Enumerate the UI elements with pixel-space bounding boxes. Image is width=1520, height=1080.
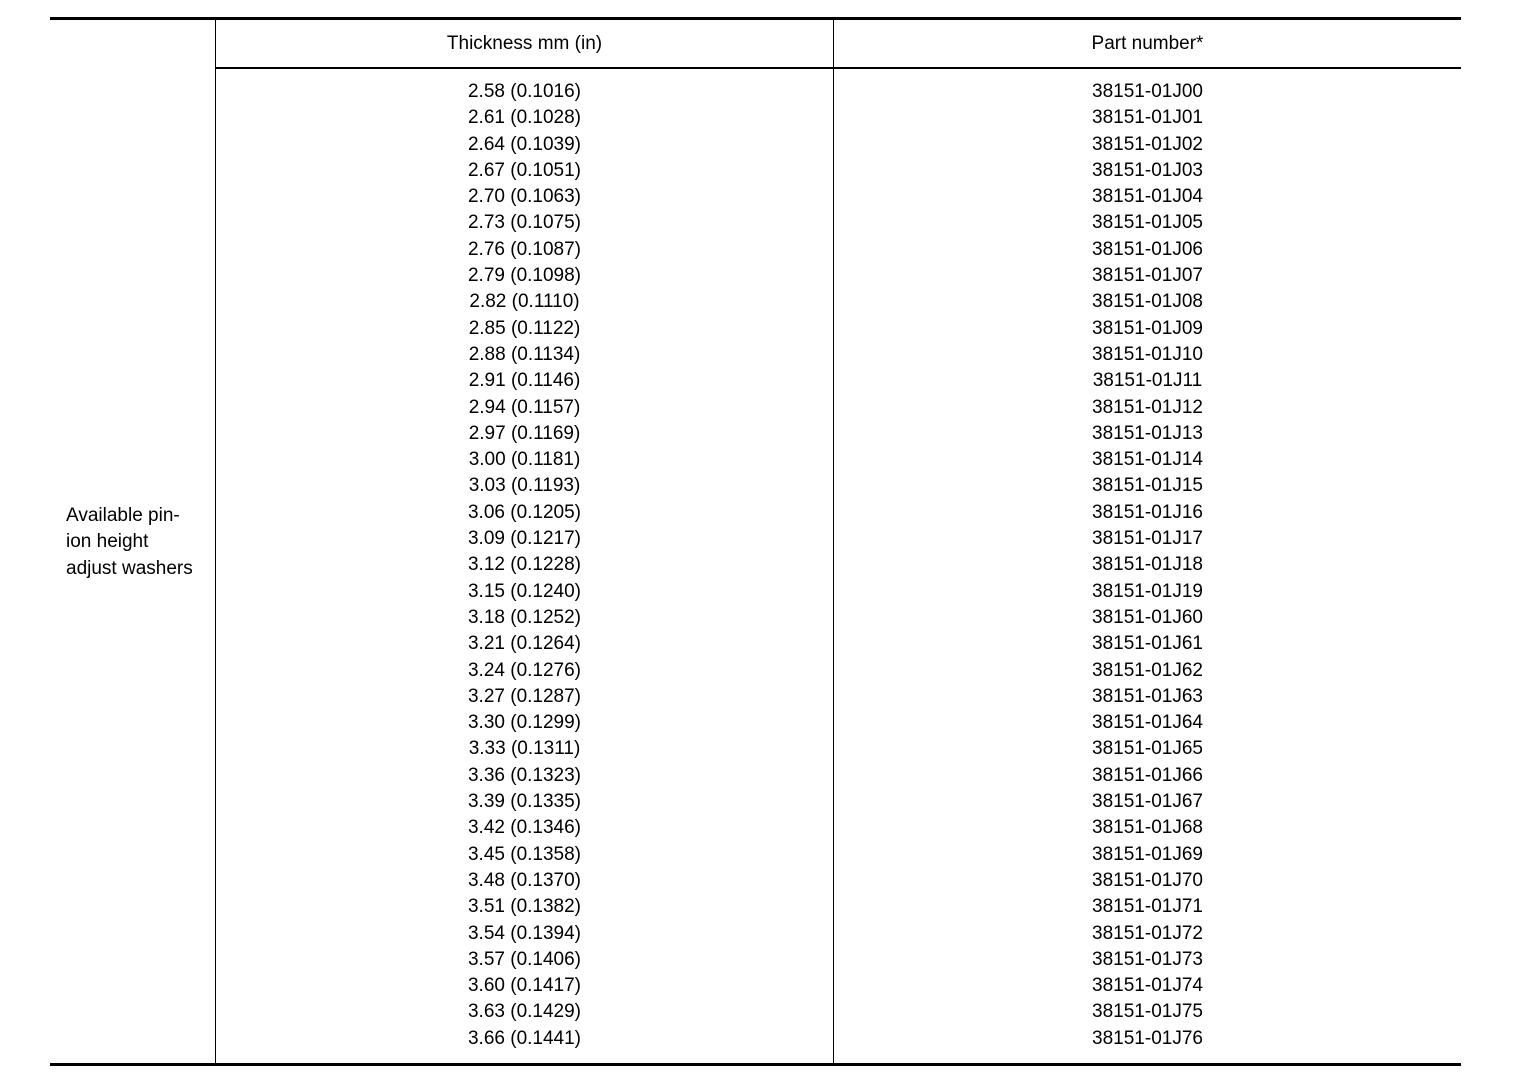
part-number-cell: 38151-01J14 — [1092, 449, 1203, 471]
part-number-cell: 38151-01J13 — [1092, 422, 1203, 444]
thickness-cell: 2.82 (0.1110) — [469, 291, 580, 313]
thickness-cell: 3.03 (0.1193) — [468, 475, 581, 497]
thickness-cell: 2.85 (0.1122) — [468, 317, 581, 339]
part-number-cell: 38151-01J18 — [1092, 554, 1203, 576]
thickness-cell: 3.33 (0.1311) — [468, 738, 581, 760]
thickness-cell: 3.21 (0.1264) — [467, 633, 582, 655]
thickness-cell: 2.79 (0.1098) — [467, 265, 582, 287]
thickness-column — [216, 79, 833, 1052]
part-number-cell: 38151-01J68 — [1092, 817, 1203, 839]
thickness-cell: 3.36 (0.1323) — [467, 764, 582, 786]
thickness-cell: 3.57 (0.1406) — [467, 948, 582, 970]
table-bottom-rule — [50, 1063, 1461, 1066]
part-number-column — [834, 79, 1461, 1052]
thickness-cell: 3.18 (0.1252) — [467, 606, 582, 628]
part-number-cell: 38151-01J74 — [1092, 975, 1203, 997]
thickness-cell: 3.63 (0.1429) — [467, 1001, 582, 1023]
part-number-cell: 38151-01J76 — [1092, 1027, 1203, 1049]
part-number-cell: 38151-01J16 — [1092, 501, 1203, 523]
thickness-cell: 3.27 (0.1287) — [467, 685, 582, 707]
part-number-cell: 38151-01J64 — [1092, 712, 1203, 734]
thickness-cell: 2.70 (0.1063) — [467, 186, 582, 208]
thickness-cell: 2.73 (0.1075) — [467, 212, 582, 234]
part-number-cell: 38151-01J75 — [1092, 1001, 1203, 1023]
thickness-cell: 2.67 (0.1051) — [467, 159, 582, 181]
part-number-cell: 38151-01J06 — [1092, 238, 1203, 260]
row-label-line: Available pin- — [66, 505, 180, 526]
thickness-cell: 2.97 (0.1169) — [468, 422, 581, 444]
part-number-cell: 38151-01J62 — [1092, 659, 1203, 681]
thickness-cell: 3.06 (0.1205) — [467, 501, 582, 523]
thickness-cell: 3.51 (0.1382) — [467, 896, 582, 918]
thickness-cell: 3.12 (0.1228) — [467, 554, 582, 576]
part-number-cell: 38151-01J08 — [1092, 291, 1203, 313]
row-label — [66, 503, 214, 582]
thickness-cell: 2.91 (0.1146) — [468, 370, 581, 392]
thickness-cell: 3.00 (0.1181) — [468, 449, 581, 471]
thickness-cell: 3.60 (0.1417) — [467, 975, 582, 997]
part-number-cell: 38151-01J07 — [1092, 265, 1203, 287]
thickness-cell: 2.76 (0.1087) — [467, 238, 582, 260]
thickness-cell: 2.88 (0.1134) — [468, 343, 581, 365]
thickness-cell: 3.54 (0.1394) — [467, 922, 582, 944]
part-number-cell: 38151-01J10 — [1092, 343, 1203, 365]
header-thickness: Thickness mm (in) — [446, 32, 603, 54]
part-number-cell: 38151-01J12 — [1092, 396, 1203, 418]
part-number-cell: 38151-01J11 — [1092, 370, 1203, 392]
part-number-cell: 38151-01J65 — [1092, 738, 1203, 760]
thickness-cell: 3.15 (0.1240) — [467, 580, 582, 602]
part-number-cell: 38151-01J03 — [1092, 159, 1203, 181]
part-number-cell: 38151-01J09 — [1092, 317, 1203, 339]
part-number-cell: 38151-01J61 — [1092, 633, 1203, 655]
part-number-cell: 38151-01J01 — [1092, 107, 1203, 129]
thickness-cell: 3.30 (0.1299) — [467, 712, 582, 734]
thickness-cell: 3.42 (0.1346) — [467, 817, 582, 839]
part-number-cell: 38151-01J66 — [1092, 764, 1203, 786]
part-number-cell: 38151-01J19 — [1092, 580, 1203, 602]
thickness-cell: 2.58 (0.1016) — [467, 81, 582, 102]
part-number-cell: 38151-01J67 — [1092, 791, 1203, 813]
thickness-cell: 3.24 (0.1276) — [467, 659, 582, 681]
part-number-cell: 38151-01J17 — [1092, 528, 1203, 550]
part-number-cell: 38151-01J60 — [1092, 606, 1203, 628]
part-number-cell: 38151-01J02 — [1092, 133, 1203, 155]
thickness-cell: 2.64 (0.1039) — [467, 133, 582, 155]
part-number-cell: 38151-01J15 — [1092, 475, 1203, 497]
part-number-cell: 38151-01J71 — [1092, 896, 1203, 918]
part-number-cell: 38151-01J04 — [1092, 186, 1203, 208]
part-number-cell: 38151-01J73 — [1092, 948, 1203, 970]
part-number-cell: 38151-01J63 — [1092, 685, 1203, 707]
thickness-cell: 3.45 (0.1358) — [467, 843, 582, 865]
part-number-cell: 38151-01J72 — [1092, 922, 1203, 944]
part-number-cell: 38151-01J70 — [1092, 869, 1203, 891]
header-part-number: Part number* — [1091, 32, 1204, 54]
thickness-cell: 3.39 (0.1335) — [467, 791, 582, 813]
thickness-cell: 2.94 (0.1157) — [468, 396, 581, 418]
thickness-cell: 3.66 (0.1441) — [467, 1027, 582, 1049]
part-number-cell: 38151-01J00 — [1092, 81, 1203, 102]
thickness-cell: 3.48 (0.1370) — [467, 869, 582, 891]
thickness-cell: 3.09 (0.1217) — [467, 528, 582, 550]
thickness-cell: 2.61 (0.1028) — [467, 107, 582, 129]
part-number-cell: 38151-01J69 — [1092, 843, 1203, 865]
row-label-line: adjust washers — [66, 557, 193, 579]
header-bottom-rule — [216, 67, 1461, 69]
part-number-cell: 38151-01J05 — [1092, 212, 1203, 234]
row-label-line: ion height — [66, 531, 149, 553]
